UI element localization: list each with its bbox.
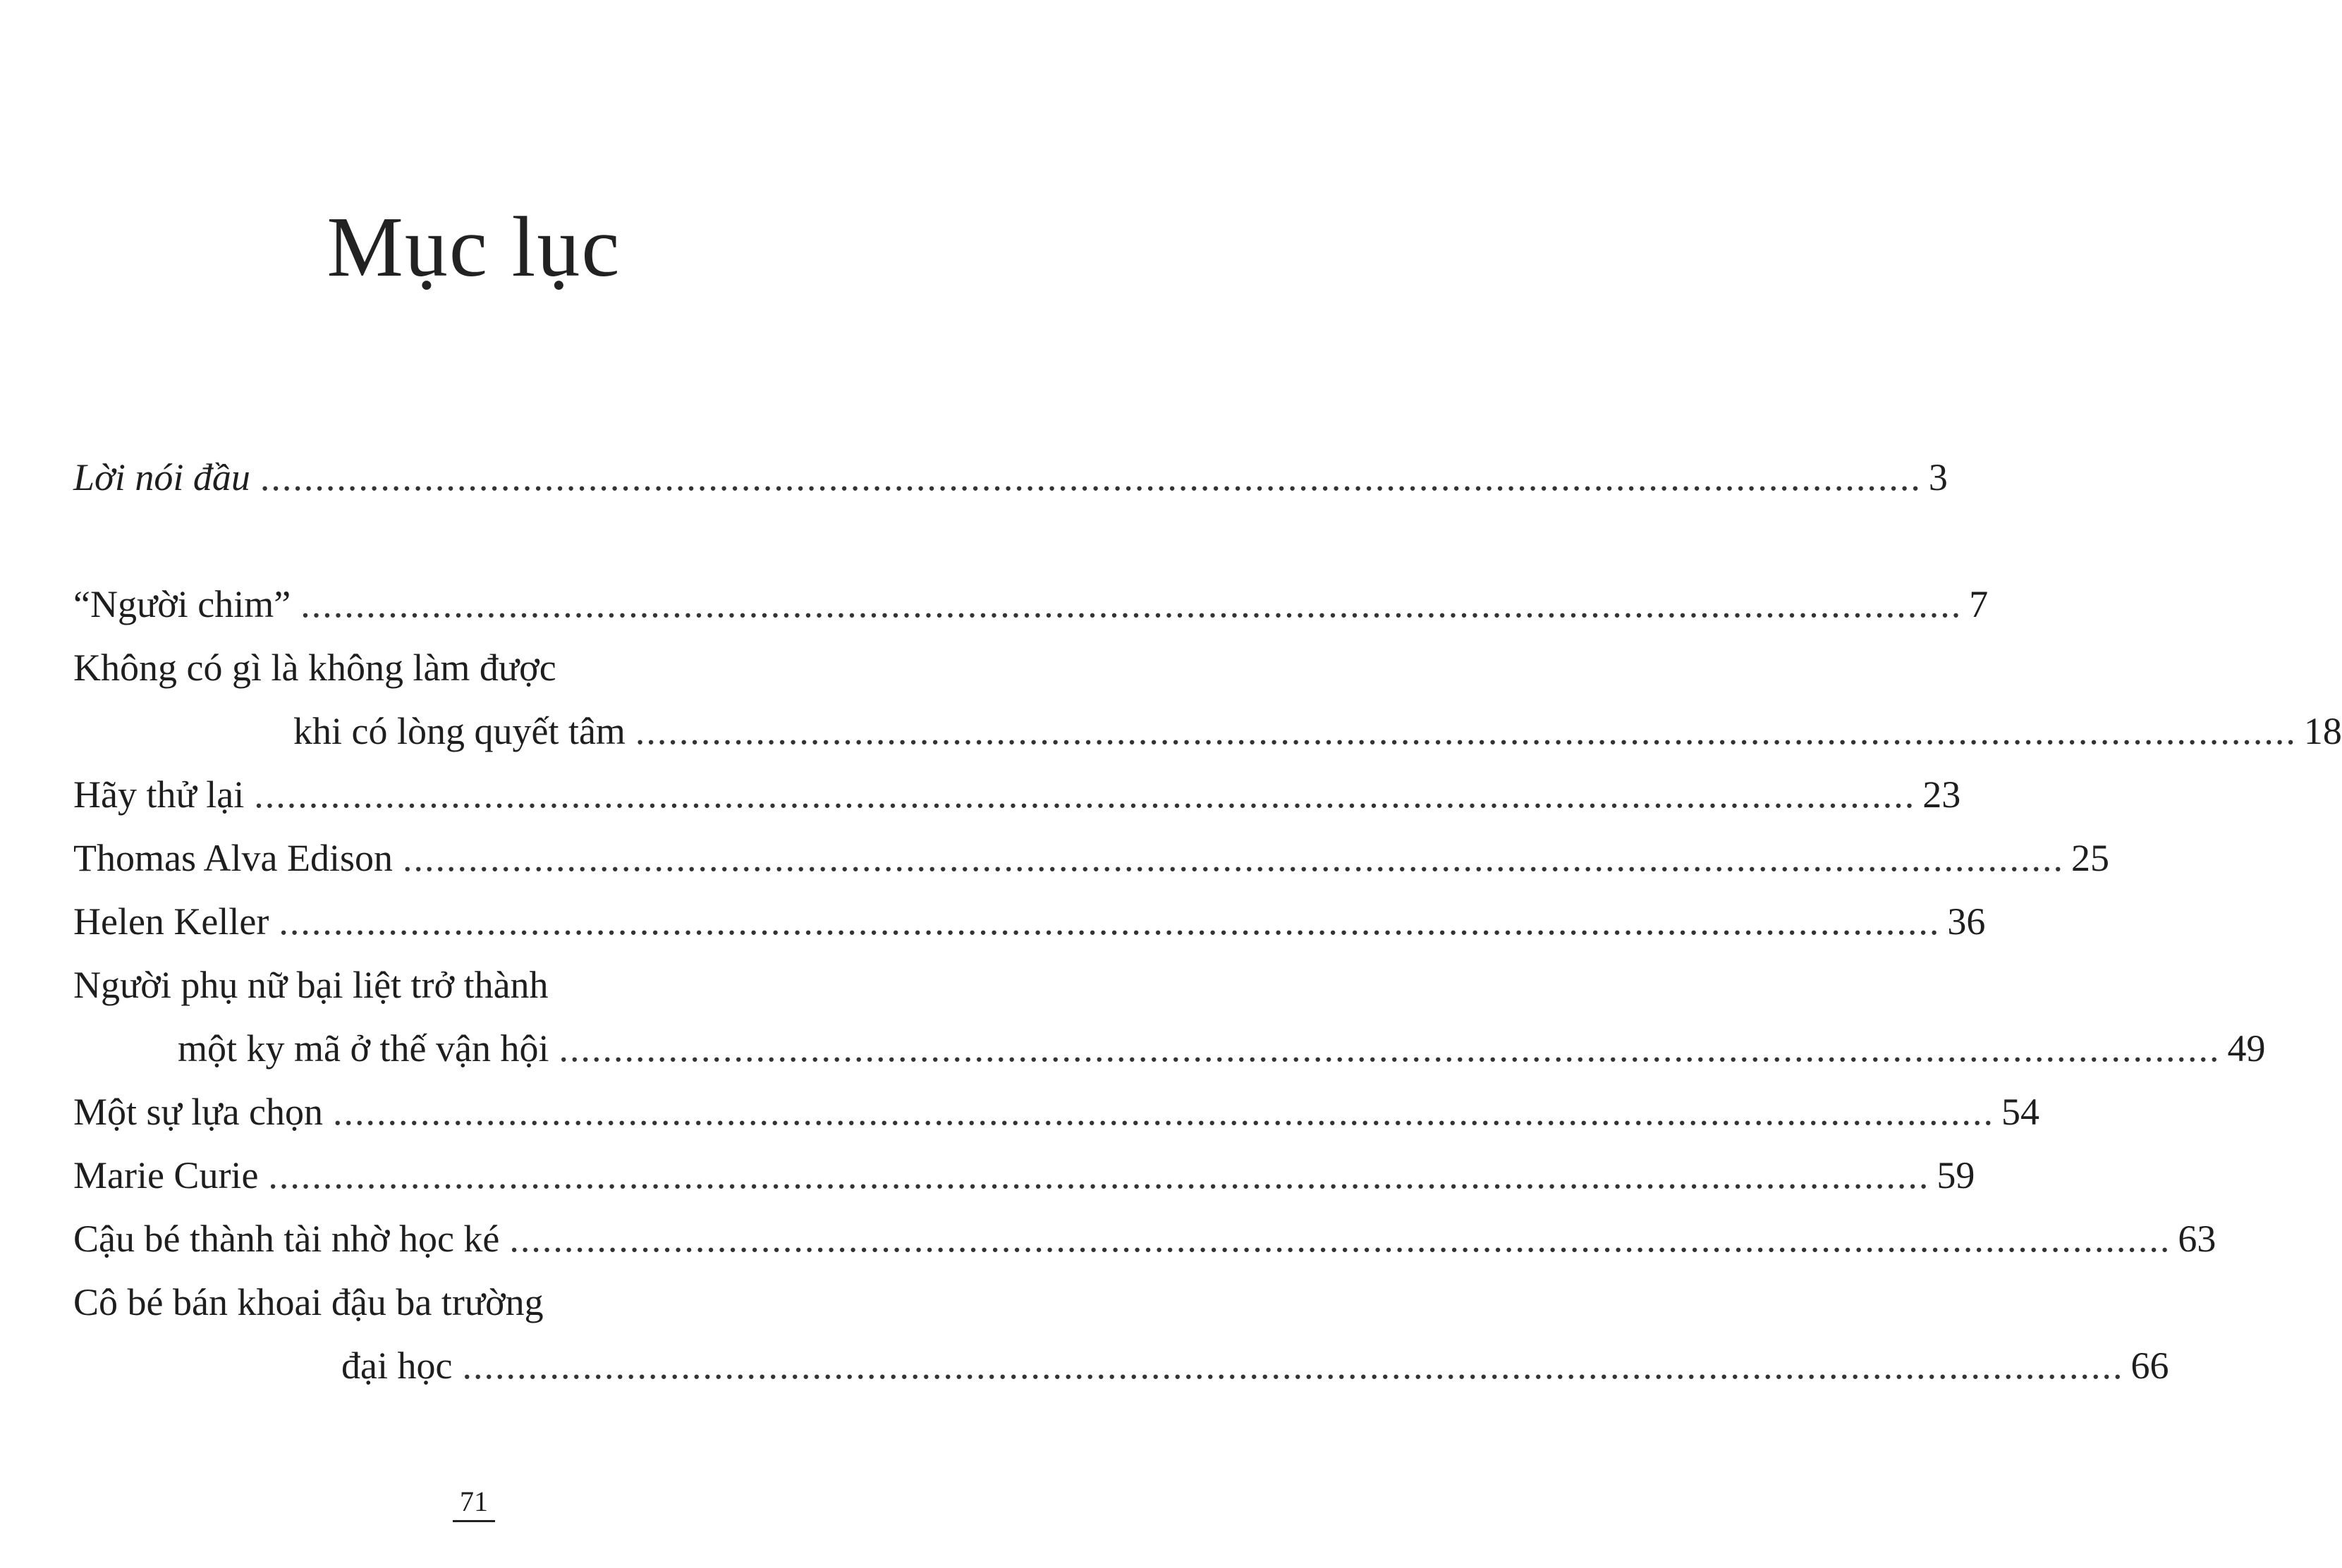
toc-entry-edison[interactable]	[73, 837, 2109, 879]
toc-entry-label: Cậu bé thành tài nhờ học ké	[73, 1218, 500, 1260]
toc-entry-page: 3	[1928, 456, 1948, 498]
toc-entry-dai-hoc[interactable]	[341, 1345, 2169, 1387]
toc-entry-marie-curie[interactable]	[73, 1154, 1975, 1196]
toc-entry-label: Một sự lựa chọn	[73, 1091, 324, 1133]
page-footer	[0, 1488, 948, 1522]
dot-leader: ........................................................................................................................................................	[333, 1091, 1995, 1133]
dot-leader: ........................................................................................................................................................	[402, 837, 2064, 879]
toc-entry-nguoi-chim[interactable]	[73, 583, 1989, 625]
dot-leader: ........................................................................................................................................................	[260, 456, 1922, 498]
toc-entry-helen-keller[interactable]	[73, 900, 1986, 943]
toc-entry-page: 23	[1922, 773, 1961, 816]
toc-entry-label: Lời nói đầu	[73, 456, 250, 498]
toc-entry-page: 7	[1969, 583, 1989, 625]
page-title: Mục lục	[327, 200, 621, 295]
toc-entry-label-line1: Người phụ nữ bại liệt trở thành	[73, 964, 549, 1006]
toc-entry-page: 18	[2303, 710, 2342, 752]
toc-entry-label: Thomas Alva Edison	[73, 837, 393, 879]
toc-entry-ky-ma[interactable]	[178, 1027, 2266, 1070]
dot-leader: ........................................................................................................................................................	[559, 1027, 2221, 1070]
toc-entry-label: Helen Keller	[73, 900, 269, 943]
toc-entry-label: “Người chim”	[73, 583, 291, 625]
toc-entry-label: đại học	[341, 1345, 453, 1387]
toc-entry-page: 66	[2130, 1345, 2169, 1387]
toc-entry-label: một ky mã ở thế vận hội	[178, 1027, 549, 1070]
toc-entry-quyet-tam[interactable]	[293, 710, 2342, 752]
toc-entry-page: 36	[1947, 900, 1986, 943]
toc-entry-page: 54	[2001, 1091, 2040, 1133]
toc-entry-preface[interactable]	[73, 456, 1948, 498]
toc-entry-label: Hãy thử lại	[73, 773, 245, 816]
toc-entry-page: 49	[2227, 1027, 2266, 1070]
dot-leader: ........................................................................................................................................................	[268, 1154, 1930, 1196]
toc-entry-hoc-ke[interactable]	[73, 1218, 2216, 1260]
toc-entry-page: 25	[2070, 837, 2109, 879]
dot-leader: ........................................................................................................................................................	[462, 1345, 2124, 1387]
toc-entry-label: khi có lòng quyết tâm	[293, 710, 626, 752]
toc-entry-hay-thu-lai[interactable]	[73, 773, 1961, 816]
dot-leader: ........................................................................................................................................................	[254, 773, 1916, 816]
dot-leader: ........................................................................................................................................................	[635, 710, 2297, 752]
dot-leader: ........................................................................................................................................................	[509, 1218, 2171, 1260]
toc-entry-su-lua-chon[interactable]	[73, 1091, 2040, 1133]
dot-leader: ........................................................................................................................................................	[279, 900, 1941, 943]
toc-entry-label-line1: Không có gì là không làm được	[73, 647, 556, 689]
toc-entry-page: 59	[1937, 1154, 1975, 1196]
toc-entry-page: 63	[2178, 1218, 2216, 1260]
dot-leader: ........................................................................................................................................................	[300, 583, 1963, 625]
page-number: 71	[453, 1488, 495, 1522]
toc-entry-label: Marie Curie	[73, 1154, 259, 1196]
toc-entry-label-line1: Cô bé bán khoai đậu ba trường	[73, 1281, 544, 1323]
